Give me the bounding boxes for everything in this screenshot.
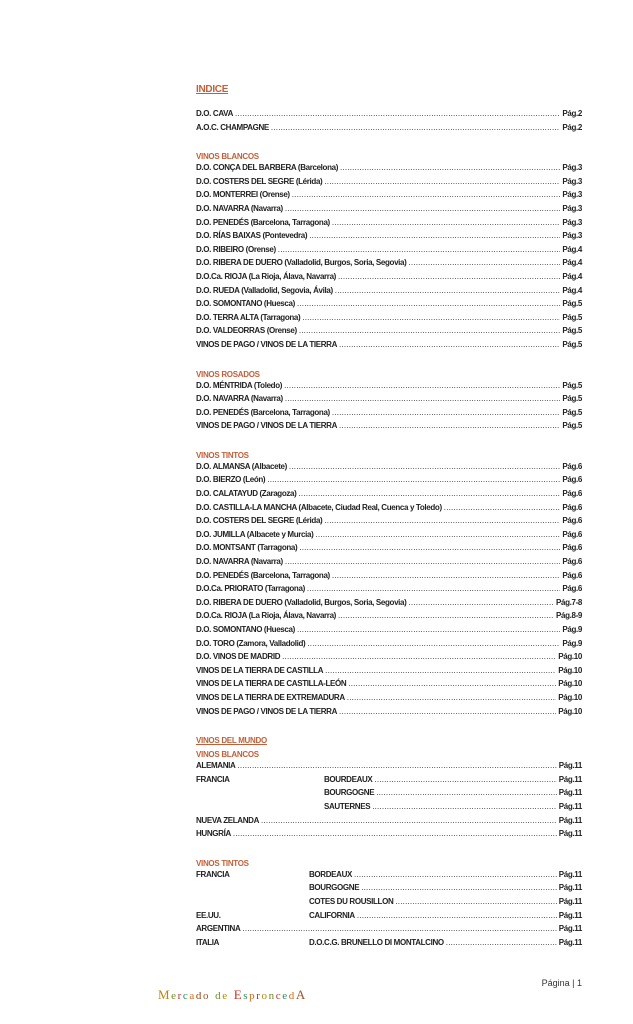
entry-page: Pág.6	[562, 516, 582, 526]
logo-letter: a	[189, 990, 196, 1002]
world-reds-heading: VINOS TINTOS	[196, 858, 249, 868]
dot-leader	[338, 272, 560, 281]
page-number: Página | 1	[541, 978, 582, 988]
dot-leader	[299, 326, 561, 335]
world-entry[interactable]	[196, 775, 582, 789]
entry-page: Pág.4	[562, 244, 582, 254]
world-whites-list	[196, 761, 582, 843]
index-group	[196, 149, 582, 353]
entry-page: Pág.6	[562, 502, 582, 512]
index-entry[interactable]	[196, 381, 582, 395]
entry-region: SAUTERNES	[324, 801, 371, 811]
dot-leader	[446, 938, 557, 947]
dot-leader	[307, 639, 560, 648]
index-entry[interactable]	[196, 272, 582, 286]
entry-page: Pág.11	[558, 788, 582, 798]
entry-page: Pág.10	[558, 692, 582, 702]
dot-leader	[361, 883, 557, 892]
world-entry[interactable]	[196, 802, 582, 816]
index-entry[interactable]	[196, 707, 582, 721]
index-entry[interactable]	[196, 503, 582, 517]
dot-leader	[285, 204, 561, 213]
index-entry[interactable]	[196, 639, 582, 653]
index-entry[interactable]	[196, 190, 582, 204]
entry-label: VINOS DE PAGO / VINOS DE LA TIERRA	[196, 339, 338, 349]
index-group	[196, 109, 582, 136]
world-entry[interactable]	[196, 883, 582, 897]
entry-label: D.O. SOMONTANO (Huesca)	[196, 299, 295, 309]
entry-country: HUNGRÍA	[196, 829, 231, 839]
dot-leader	[374, 775, 556, 784]
entry-page: Pág.10	[558, 652, 582, 662]
index-entry[interactable]	[196, 666, 582, 680]
dot-leader	[395, 897, 556, 906]
entry-page: Pág.11	[558, 896, 582, 906]
dot-leader	[297, 299, 560, 308]
entry-label: VINOS DE LA TIERRA DE CASTILLA	[196, 665, 324, 675]
dot-leader	[339, 421, 560, 430]
logo-letter: e	[222, 990, 229, 1002]
index-entry[interactable]	[196, 231, 582, 245]
world-section	[196, 733, 582, 843]
entry-page: Pág.5	[562, 380, 582, 390]
entry-label: D.O. PENEDÉS (Barcelona, Tarragona)	[196, 407, 330, 417]
entry-page: Pág.10	[558, 665, 582, 675]
world-entry[interactable]	[196, 816, 582, 830]
dot-leader	[282, 652, 556, 661]
index-entry[interactable]	[196, 530, 582, 544]
dot-leader	[302, 313, 560, 322]
world-entry[interactable]	[196, 761, 582, 775]
logo-letter: c	[275, 990, 283, 1002]
entry-country: ARGENTINA	[196, 924, 241, 934]
index-entry[interactable]	[196, 123, 582, 137]
logo-letter: r	[256, 990, 262, 1002]
logo-letter: o	[203, 990, 211, 1002]
index-entry[interactable]	[196, 462, 582, 476]
index-entry[interactable]	[196, 543, 582, 557]
dot-leader	[309, 231, 560, 240]
entry-label: D.O. CAVA	[196, 109, 233, 118]
entry-page: Pág.3	[562, 203, 582, 213]
dot-leader	[285, 394, 561, 403]
world-whites-heading: VINOS BLANCOS	[196, 750, 259, 760]
entry-page: Pág.9	[562, 638, 582, 648]
entry-label: D.O. NAVARRA (Navarra)	[196, 203, 283, 213]
index-entry[interactable]	[196, 258, 582, 272]
entry-label: D.O.Ca. RIOJA (La Rioja, Álava, Navarra)	[196, 271, 336, 281]
entry-page: Pág.11	[558, 869, 582, 879]
world-entry[interactable]	[196, 938, 582, 952]
world-entry[interactable]	[196, 870, 582, 884]
entry-page: Pág.6	[562, 584, 582, 594]
dot-leader	[354, 870, 557, 879]
index-entry[interactable]	[196, 421, 582, 435]
entry-label: D.O. RUEDA (Valladolid, Segovia, Ávila)	[196, 285, 333, 295]
dot-leader	[271, 123, 560, 132]
dot-leader	[325, 666, 556, 675]
group-heading: VINOS ROSADOS	[196, 369, 260, 379]
group-heading: VINOS BLANCOS	[196, 152, 259, 162]
dot-leader	[339, 340, 560, 349]
entry-label: D.O.Ca. RIOJA (La Rioja, Álava, Navarra)	[196, 611, 336, 621]
entry-page: Pág.2	[562, 122, 582, 132]
entry-region: BOURGOGNE	[309, 883, 360, 893]
entry-label: D.O. RIBERA DE DUERO (Valladolid, Burgos, Soria, Segovia)	[196, 597, 407, 607]
entry-label: D.O. PENEDÉS (Barcelona, Tarragona)	[196, 217, 330, 227]
logo-letter: d	[195, 990, 203, 1002]
entry-label: VINOS DE LA TIERRA DE CASTILLA-LEÓN	[196, 679, 347, 689]
entry-label: D.O. BIERZO (León)	[196, 475, 266, 485]
index-entry[interactable]	[196, 693, 582, 707]
index-entry[interactable]	[196, 204, 582, 218]
entry-page: Pág.9	[562, 625, 582, 634]
entry-label: VINOS DE PAGO / VINOS DE LA TIERRA	[196, 421, 338, 431]
entry-label: A.O.C. CHAMPAGNE	[196, 122, 269, 132]
entry-page: Pág.10	[558, 706, 582, 716]
index-entry[interactable]	[196, 394, 582, 408]
index-entry[interactable]	[196, 340, 582, 354]
entry-page: Pág.6	[562, 570, 582, 580]
entry-page: Pág.5	[562, 394, 582, 404]
index-entry[interactable]	[196, 625, 582, 639]
index-group	[196, 367, 582, 435]
entry-label: D.O. COSTERS DEL SEGRE (Lérida)	[196, 176, 323, 186]
entry-page: Pág.7-8	[555, 597, 582, 607]
entry-country: FRANCIA	[196, 774, 230, 784]
dot-leader	[348, 679, 556, 688]
dot-leader	[285, 557, 561, 566]
logo-letter: p	[249, 990, 257, 1002]
index-entry[interactable]	[196, 516, 582, 530]
entry-label: D.O. NAVARRA (Navarra)	[196, 557, 283, 567]
world-entry[interactable]	[196, 897, 582, 911]
entry-page: Pág.10	[558, 679, 582, 689]
entry-country: ITALIA	[196, 937, 220, 947]
entry-page: Pág.5	[562, 339, 582, 349]
logo-letter: M	[158, 987, 172, 1002]
world-entry[interactable]	[196, 911, 582, 925]
entry-region: COTES DU ROUSILLON	[309, 896, 394, 906]
entry-label: D.O. CASTILLA-LA MANCHA (Albacete, Ciudad Real, Cuenca y Toledo)	[196, 502, 442, 512]
index-entry[interactable]	[196, 584, 582, 598]
entry-page: Pág.11	[558, 761, 582, 771]
world-reds-section	[196, 856, 582, 952]
dot-leader	[297, 625, 560, 634]
world-entry[interactable]	[196, 829, 582, 843]
index-entry[interactable]	[196, 326, 582, 340]
dot-leader	[233, 829, 557, 838]
index-entry[interactable]	[196, 571, 582, 585]
entry-page: Pág.11	[558, 774, 582, 784]
entry-region: BOURGOGNE	[324, 788, 375, 798]
entry-label: D.O. PENEDÉS (Barcelona, Tarragona)	[196, 570, 330, 580]
entry-country: NUEVA ZELANDA	[196, 815, 260, 825]
index-entry[interactable]	[196, 489, 582, 503]
entry-page: Pág.6	[562, 543, 582, 553]
entry-page: Pág.4	[562, 258, 582, 268]
logo-letter: E	[233, 987, 244, 1002]
dot-leader	[444, 503, 561, 512]
entry-country: EE.UU.	[196, 910, 221, 920]
index-document	[196, 84, 582, 964]
entry-label: D.O. RIBEIRO (Orense)	[196, 244, 276, 254]
entry-page: Pág.11	[558, 815, 582, 825]
index-entry[interactable]	[196, 299, 582, 313]
entry-country: FRANCIA	[196, 869, 230, 879]
dot-leader	[307, 584, 561, 593]
entry-page: Pág.5	[562, 407, 582, 417]
dot-leader	[267, 475, 560, 484]
index-groups	[196, 109, 582, 720]
entry-page: Pág.5	[562, 421, 582, 431]
entry-page: Pág.6	[562, 475, 582, 485]
group-heading: VINOS TINTOS	[196, 450, 249, 460]
entry-page: Pág.11	[558, 801, 582, 811]
logo-letter: d	[215, 990, 223, 1002]
logo-letter: o	[261, 990, 269, 1002]
entry-label: D.O. CONÇA DEL BARBERA (Barcelona)	[196, 163, 339, 173]
logo-letter: e	[171, 990, 178, 1002]
entry-region: CALIFORNIA	[309, 910, 355, 920]
dot-leader	[332, 408, 561, 417]
entry-page: Pág.5	[562, 299, 582, 309]
entry-region: BORDEAUX	[309, 869, 352, 879]
entry-label: D.O. MÉNTRIDA (Toledo)	[196, 380, 283, 390]
entry-label: D.O. VINOS DE MADRID	[196, 652, 281, 662]
entry-page: Pág.2	[562, 109, 582, 118]
dot-leader	[315, 530, 560, 539]
entry-label: D.O. COSTERS DEL SEGRE (Lérida)	[196, 516, 323, 526]
entry-label: D.O. JUMILLA (Albacete y Murcia)	[196, 529, 314, 539]
entry-page: Pág.3	[562, 163, 582, 173]
entry-page: Pág.4	[562, 285, 582, 295]
entry-label: D.O. RÍAS BAIXAS (Pontevedra)	[196, 231, 308, 241]
index-entry[interactable]	[196, 475, 582, 489]
dot-leader	[298, 489, 560, 498]
dot-leader	[338, 611, 554, 620]
logo-letter: d	[288, 990, 296, 1002]
index-entry[interactable]	[196, 218, 582, 232]
index-entry[interactable]	[196, 598, 582, 612]
entry-page: Pág.6	[562, 489, 582, 499]
dot-leader	[347, 693, 557, 702]
dot-leader	[376, 788, 557, 797]
dot-leader	[357, 911, 557, 920]
dot-leader	[235, 109, 560, 118]
index-entry[interactable]	[196, 679, 582, 693]
dot-leader	[261, 816, 557, 825]
dot-leader	[278, 245, 561, 254]
dot-leader	[335, 286, 561, 295]
index-entry[interactable]	[196, 652, 582, 666]
dot-leader	[324, 177, 560, 186]
dot-leader	[242, 924, 556, 933]
dot-leader	[372, 802, 557, 811]
entry-page: Pág.11	[558, 937, 582, 947]
entry-label: D.O. MONTSANT (Tarragona)	[196, 543, 298, 553]
dot-leader	[332, 218, 561, 227]
dot-leader	[340, 163, 560, 172]
entry-page: Pág.6	[562, 557, 582, 567]
index-entry[interactable]	[196, 245, 582, 259]
logo-letter: n	[268, 990, 276, 1002]
dot-leader	[292, 190, 561, 199]
entry-page: Pág.11	[558, 924, 582, 934]
world-entry[interactable]	[196, 788, 582, 802]
entry-label: D.O. CALATAYUD (Zaragoza)	[196, 489, 297, 499]
entry-label: D.O. SOMONTANO (Huesca)	[196, 625, 295, 634]
dot-leader	[408, 598, 554, 607]
entry-page: Pág.3	[562, 217, 582, 227]
dot-leader	[332, 571, 561, 580]
entry-label: D.O. RIBERA DE DUERO (Valladolid, Burgos, Soria, Segovia)	[196, 258, 407, 268]
index-entry[interactable]	[196, 611, 582, 625]
entry-page: Pág.6	[562, 461, 582, 471]
index-entry[interactable]	[196, 163, 582, 177]
world-reds-list	[196, 870, 582, 952]
entry-page: Pág.11	[558, 829, 582, 839]
mercado-de-espronceda-logo	[158, 987, 307, 1003]
logo-letter: r	[177, 990, 183, 1002]
logo-letter: s	[243, 990, 250, 1002]
entry-page: Pág.5	[562, 326, 582, 336]
logo-letter: c	[182, 990, 190, 1002]
index-entry[interactable]	[196, 313, 582, 327]
entry-label: D.O. ALMANSA (Albacete)	[196, 461, 287, 471]
logo-letter: e	[282, 990, 289, 1002]
entry-page: Pág.4	[562, 271, 582, 281]
entry-page: Pág.8-9	[555, 611, 582, 621]
entry-label: VINOS DE PAGO / VINOS DE LA TIERRA	[196, 706, 338, 716]
entry-label: D.O. TORO (Zamora, Valladolid)	[196, 638, 306, 648]
dot-leader	[289, 462, 560, 471]
index-group	[196, 448, 582, 720]
index-entry[interactable]	[196, 557, 582, 571]
index-entry[interactable]	[196, 286, 582, 300]
entry-region: BOURDEAUX	[324, 774, 373, 784]
world-entry[interactable]	[196, 924, 582, 938]
entry-region: D.O.C.G. BRUNELLO DI MONTALCINO	[309, 937, 444, 947]
entry-label: D.O.Ca. PRIORATO (Tarragona)	[196, 584, 305, 594]
index-entry[interactable]	[196, 109, 582, 123]
dot-leader	[299, 543, 560, 552]
entry-page: Pág.11	[558, 910, 582, 920]
entry-page: Pág.11	[558, 883, 582, 893]
entry-page: Pág.3	[562, 176, 582, 186]
entry-page: Pág.6	[562, 529, 582, 539]
entry-label: VINOS DE LA TIERRA DE EXTREMADURA	[196, 692, 345, 702]
dot-leader	[324, 516, 560, 525]
entry-page: Pág.3	[562, 190, 582, 200]
entry-label: D.O. MONTERREI (Orense)	[196, 190, 290, 200]
dot-leader	[408, 258, 560, 267]
dot-leader	[284, 381, 560, 390]
index-entry[interactable]	[196, 177, 582, 191]
dot-leader	[237, 761, 556, 770]
index-title: INDICE	[196, 84, 229, 95]
entry-page: Pág.3	[562, 231, 582, 241]
entry-label: D.O. TERRA ALTA (Tarragona)	[196, 312, 301, 322]
entry-page: Pág.5	[562, 312, 582, 322]
index-entry[interactable]	[196, 408, 582, 422]
entry-country: ALEMANIA	[196, 761, 236, 771]
entry-label: D.O. VALDEORRAS (Orense)	[196, 326, 297, 336]
entry-label: D.O. NAVARRA (Navarra)	[196, 394, 283, 404]
logo-letter: A	[295, 987, 307, 1002]
dot-leader	[339, 707, 556, 716]
world-heading: VINOS DEL MUNDO	[196, 736, 267, 746]
